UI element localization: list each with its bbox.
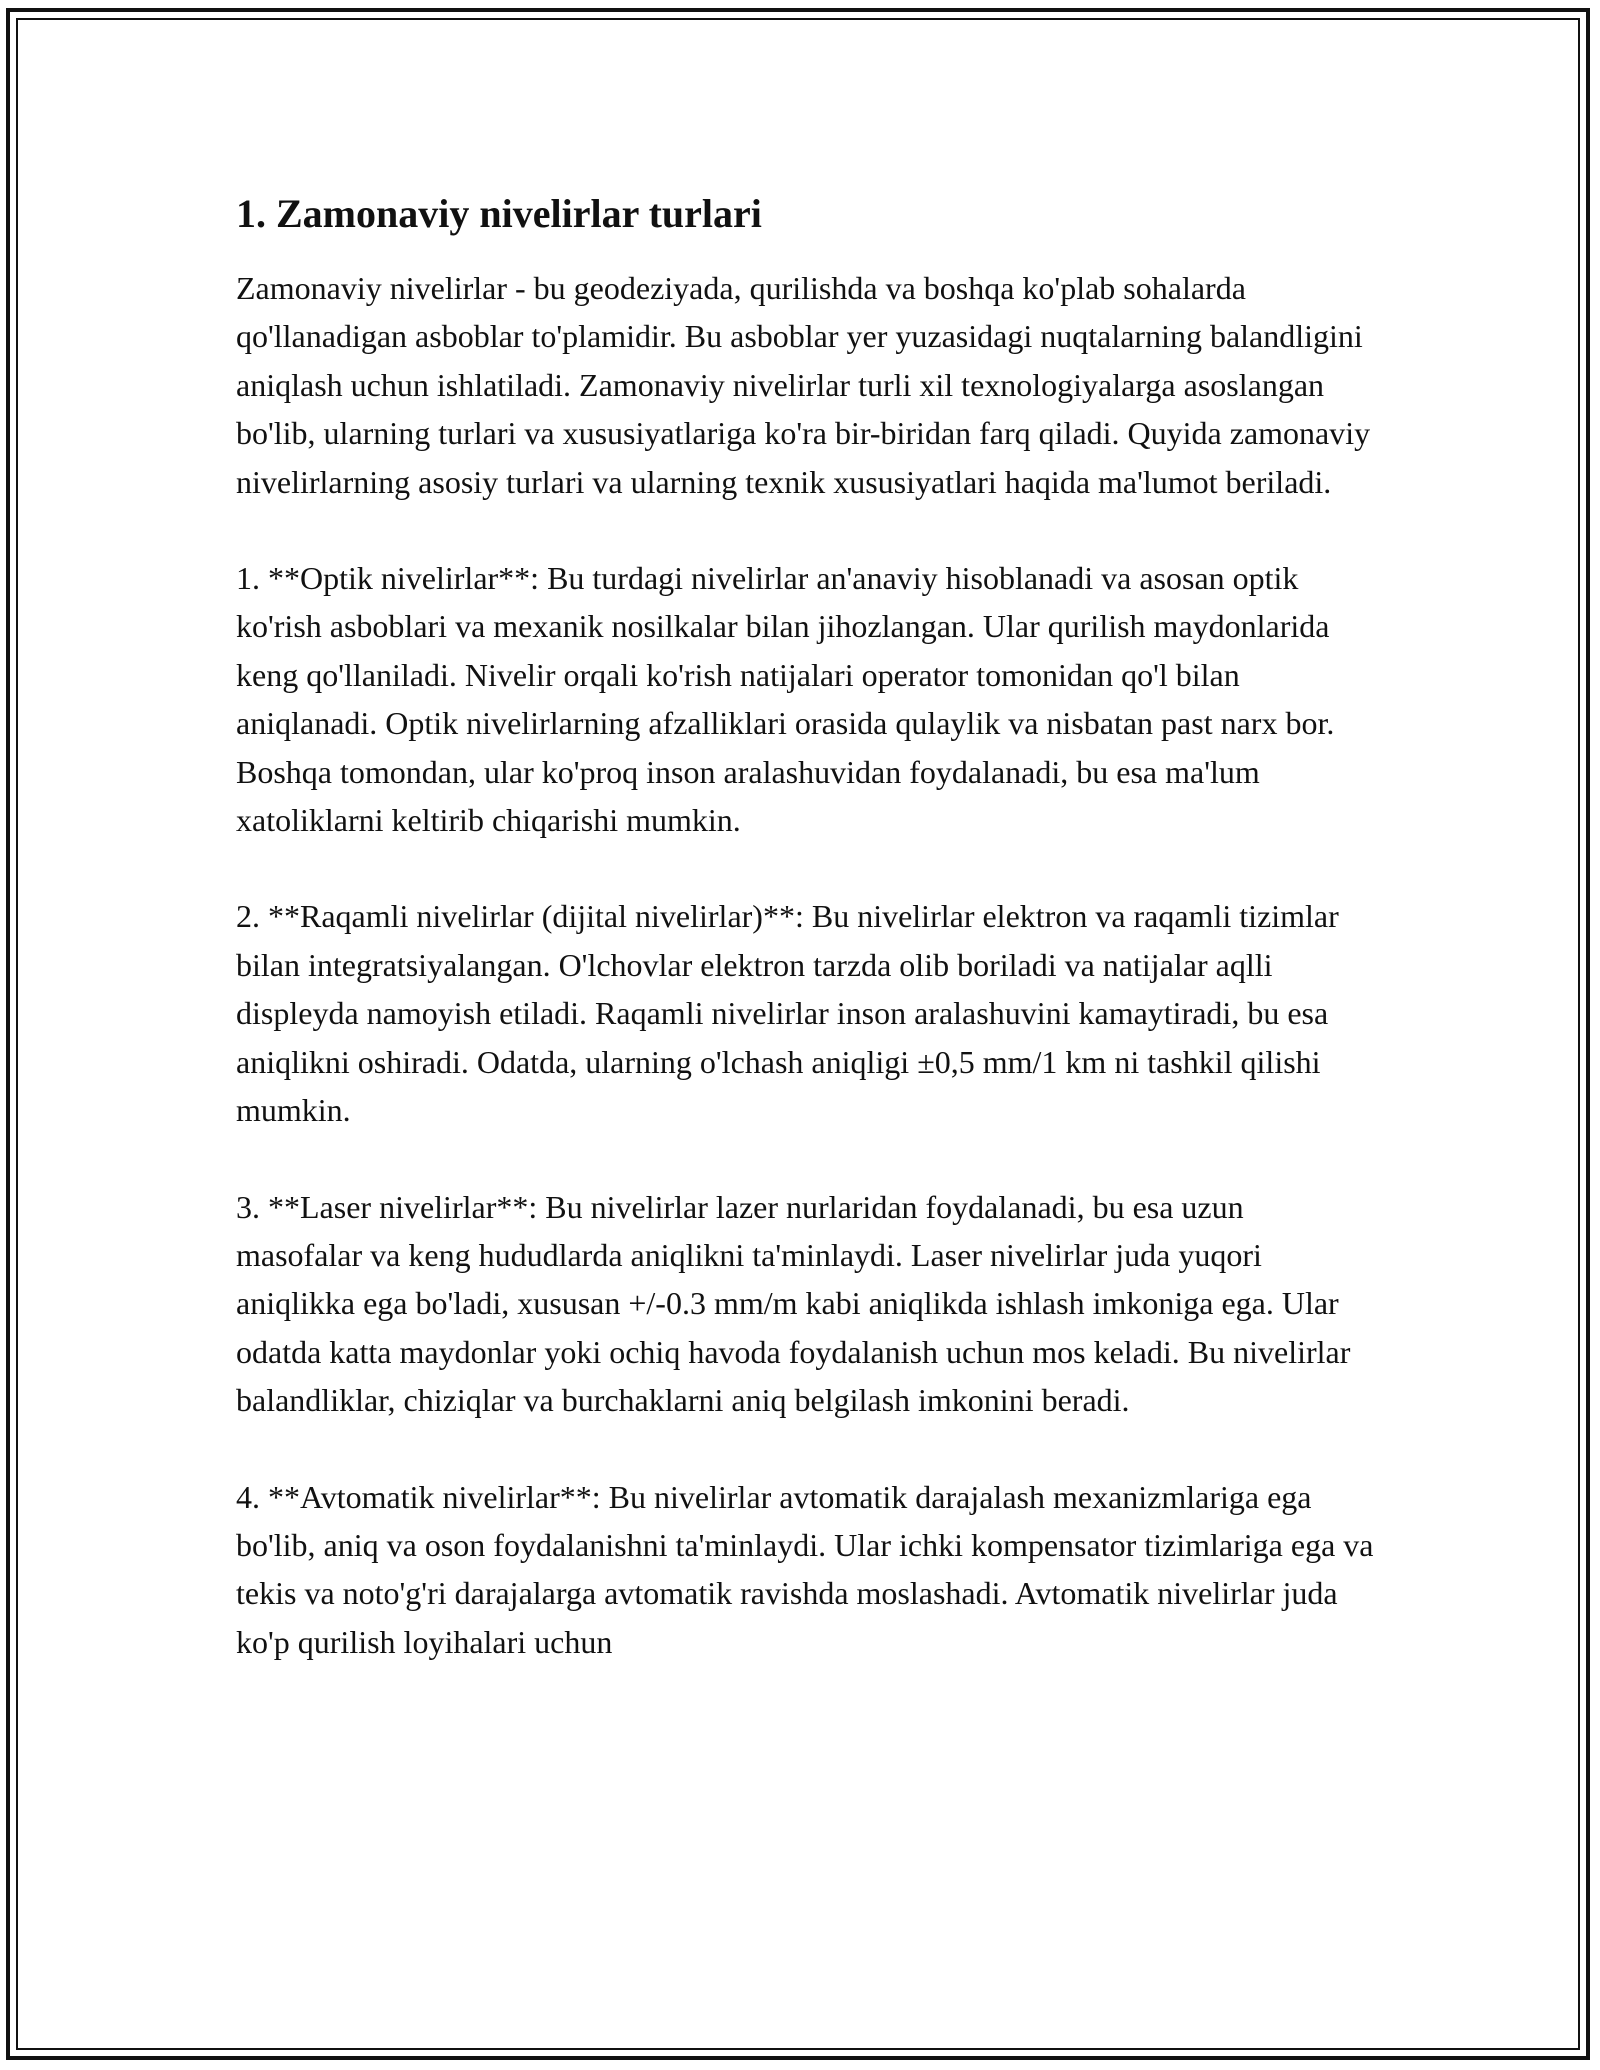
digital-levels-paragraph: 2. **Raqamli nivelirlar (dijital nivelirlar)**: Bu nivelirlar elektron va raqamli tizimlar bilan integratsiyalangan. O'lchovlar elektron tarzda olib boriladi va natijalar aqlli displeyda namoyish etiladi. Raqamli nivelirlar inson aralashuvini kamaytiradi, bu esa aniqlikni oshiradi. Odatda, ularning o'lchash aniqligi ±0,5 mm/1 km ni tashkil qilishi mumkin. — [236, 898, 1339, 1129]
optical-levels-paragraph: 1. **Optik nivelirlar**: Bu turdagi nivelirlar an'anaviy hisoblanadi va asosan optik ko'rish asboblari va mexanik nosilkalar bilan jihozlangan. Ular qurilish maydonlarida keng qo'llaniladi. Nivelir orqali ko'rish natijalari operator tomonidan qo'l bilan aniqlanadi. Optik nivelirlarning afzalliklari orasida qulaylik va nisbatan past narx bor. Boshqa tomondan, ular ko'proq inson aralashuvidan foydalanadi, bu esa ma'lum xatoliklarni keltirib chiqarishi mumkin. — [236, 560, 1335, 839]
intro-paragraph: Zamonaviy nivelirlar - bu geodeziyada, qurilishda va boshqa ko'plab sohalarda qo'llanadigan asboblar to'plamidir. Bu asboblar yer yuzasidagi nuqtalarning balandligini aniqlash uchun ishlatiladi. Zamonaviy nivelirlar turli xil texnologiyalarga asoslangan bo'lib, ularning turlari va xususiyatlariga ko'ra bir-biridan farq qiladi. Quyida zamonaviy nivelirlarning asosiy turlari va ularning texnik xususiyatlari haqida ma'lumot beriladi. — [236, 270, 1371, 500]
document-body — [236, 186, 1376, 1714]
automatic-levels-paragraph: 4. **Avtomatik nivelirlar**: Bu nivelirlar avtomatik darajalash mexanizmlariga ega bo'lib, aniq va oson foydalanishni ta'minlaydi. Ular ichki kompensator tizimlariga ega va tekis va noto'g'ri darajalarga avtomatik ravishda moslashadi. Avtomatik nivelirlar juda ko'p qurilish loyihalari uchun — [236, 1478, 1374, 1660]
laser-levels-paragraph: 3. **Laser nivelirlar**: Bu nivelirlar lazer nurlaridan foydalanadi, bu esa uzun masofalar va keng hududlarda aniqlikni ta'minlaydi. Laser nivelirlar juda yuqori aniqlikka ega bo'ladi, xususan +/-0.3 mm/m kabi aniqlikda ishlash imkoniga ega. Ular odatda katta maydonlar yoki ochiq havoda foydalanish uchun mos keladi. Bu nivelirlar balandliklar, chiziqlar va burchaklarni aniq belgilash imkonini beradi. — [236, 1188, 1351, 1419]
section-heading: 1. Zamonaviy nivelirlar turlari — [236, 191, 762, 236]
